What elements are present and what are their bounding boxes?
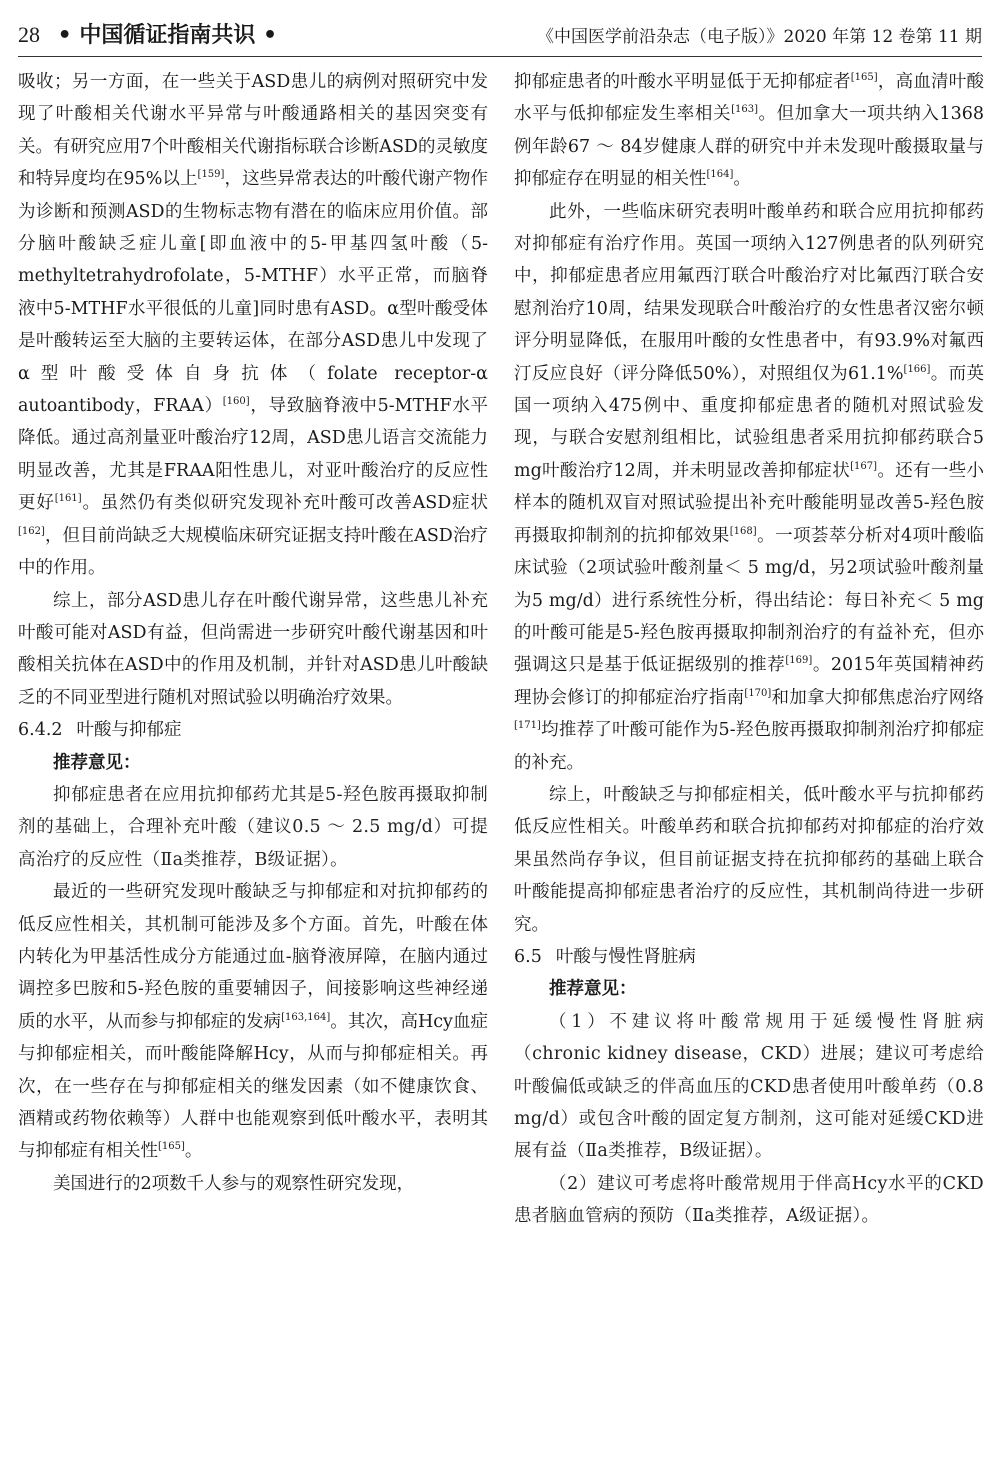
citation-ref: [162] [18,525,45,537]
paragraph: 吸收；另一方面，在一些关于ASD患儿的病例对照研究中发现了叶酸相关代谢水平异常与叶酸通路相关的基因突变有关。有研究应用7个叶酸相关代谢指标联合诊断ASD的灵敏度和特异度均在95%以上[159]，这些异常表达的叶酸代谢产物作为诊断和预测ASD的生物标志物有潜在的临床应用价值。部分脑叶酸缺乏症儿童[即血液中的5-甲基四氢叶酸（5-methyltetrahydrofolate，5-MTHF）水平正常，而脑脊液中5-MTHF水平很低的儿童]同时患有ASD。α型叶酸受体是叶酸转运至大脑的主要转运体，在部分ASD患儿中发现了α型叶酸受体自身抗体（folate receptor-α autoantibody，FRAA）[160]，导致脑脊液中5-MTHF水平降低。通过高剂量亚叶酸治疗12周，ASD患儿语言交流能力明显改善，尤其是FRAA阳性患儿，对亚叶酸治疗的反应性更好[161]。虽然仍有类似研究发现补充叶酸可改善ASD症状[162]，但目前尚缺乏大规模临床研究证据支持叶酸在ASD治疗中的作用。 [18,72,489,579]
citation-ref: [165] [850,72,878,84]
citation-ref: [161] [54,493,82,505]
section-number: 6.5 [514,946,542,967]
paragraph: 综上，叶酸缺乏与抑郁症相关，低叶酸水平与抗抑郁药低反应性相关。叶酸单药和联合抗抑郁药对抑郁症的治疗效果虽然尚存争议，但目前证据支持在抗抑郁药的基础上联合叶酸能提高抑郁症患者治疗的反应性，其机制尚待进一步研究。 [514,784,984,935]
section-title: 叶酸与抑郁症 [76,720,182,741]
recommendation-item: （2）建议可考虑将叶酸常规用于伴高Hcy水平的CKD患者脑血管病的预防（Ⅱa类推荐，A级证据）。 [514,1173,984,1227]
header-rule [18,56,982,57]
paragraph: 美国进行的2项数千人参与的观察性研究发现， [53,1173,415,1194]
citation-ref: [171] [514,720,541,732]
page-header [18,14,982,58]
citation-ref: [163] [731,104,758,116]
section-banner: • 中国循证指南共识 • [57,23,278,48]
citation-ref: [163,164] [281,1011,331,1023]
paragraph: 此外，一些临床研究表明叶酸单药和联合应用抗抑郁药对抑郁症有治疗作用。英国一项纳入127例患者的队列研究中，抑郁症患者应用氟西汀联合叶酸治疗对比氟西汀联合安慰剂治疗10周，结果发现联合叶酸治疗的女性患者汉密尔顿评分明显降低，在服用叶酸的女性患者中，有93.9%对氟西汀反应良好（评分降低50%），对照组仅为61.1%[166]。而英国一项纳入475例中、重度抑郁症患者的随机对照试验发现，与联合安慰剂组相比，试验组患者采用抗抑郁药联合5 mg叶酸治疗12周，并未明显改善抑郁症状[167]。还有一些小样本的随机双盲对照试验提出补充叶酸能明显改善5-羟色胺再摄取抑制剂的抗抑郁效果[168]。一项荟萃分析对4项叶酸临床试验（2项试验叶酸剂量＜ 5 mg/d，另2项试验叶酸剂量为5 mg/d）进行系统性分析，得出结论：每日补充＜ 5 mg的叶酸可能是5-羟色胺再摄取抑制剂治疗的有益补充，但亦强调这只是基于低证据级别的推荐[169]。2015年英国精神药理协会修订的抑郁症治疗指南[170]和加拿大抑郁焦虑治疗网络[171]均推荐了叶酸可能作为5-羟色胺再摄取抑制剂治疗抑郁症的补充。 [514,201,985,773]
citation-ref: [169] [785,655,813,667]
recommendation-label: 推荐意见： [549,979,637,1000]
recommendation-item: （1）不建议将叶酸常规用于延缓慢性肾脏病（chronic kidney disease，CKD）进展；建议可考虑给叶酸偏低或缺乏的伴高血压的CKD患者使用叶酸单药（0.8 mg/d）或包含叶酸的固定复方制剂，这可能对延缓CKD进展有益（Ⅱa类推荐，B级证据）。 [514,1011,984,1162]
section-title: 叶酸与慢性肾脏病 [555,946,696,967]
citation-ref: [167] [850,461,877,473]
paragraph: 最近的一些研究发现叶酸缺乏与抑郁症和对抗抑郁药的低反应性相关，其机制可能涉及多个方面。首先，叶酸在体内转化为甲基活性成分方能通过血-脑脊液屏障，在脑内通过调控多巴胺和5-羟色胺的重要辅因子，间接影响这些神经递质的水平，从而参与抑郁症的发病[163,164]。其次，高Hcy血症与抑郁症相关，而叶酸能降解Hcy，从而与抑郁症相关。再次，在一些存在与抑郁症相关的继发因素（如不健康饮食、酒精或药物依赖等）人群中也能观察到低叶酸水平，表明其与抑郁症有相关性[165]。 [18,882,489,1162]
paragraph: 抑郁症患者的叶酸水平明显低于无抑郁症者[165]，高血清叶酸水平与低抑郁症发生率相关[163]。但加拿大一项共纳入1368例年龄67 ～ 84岁健康人群的研究中并未发现叶酸摄取量与抑郁症存在明显的相关性[164]。 [514,72,985,190]
citation-ref: [166] [903,363,931,375]
right-column [514,66,984,1233]
citation-ref: [160] [222,396,250,408]
page-number: 28 [18,22,40,47]
recommendation-text: 抑郁症患者在应用抗抑郁药尤其是5-羟色胺再摄取抑制剂的基础上，合理补充叶酸（建议0.5 ～ 2.5 mg/d）可提高治疗的反应性（Ⅱa类推荐，B级证据）。 [18,784,488,870]
citation-ref: [168] [729,525,757,537]
recommendation-label: 推荐意见： [53,752,141,773]
citation-ref: [165] [158,1141,185,1153]
section-heading [18,714,488,746]
journal-title: 《中国医学前沿杂志（电子版）》2020 年第 12 卷第 11 期 [536,27,982,47]
paragraph: 综上，部分ASD患儿存在叶酸代谢异常，这些患儿补充叶酸可能对ASD有益，但尚需进一步研究叶酸代谢基因和叶酸相关抗体在ASD中的作用及机制，并针对ASD患儿叶酸缺乏的不同亚型进行随机对照试验以明确治疗效果。 [18,590,488,708]
left-column [18,66,488,1200]
header-left [18,18,277,49]
section-number: 6.4.2 [18,720,63,741]
citation-ref: [164] [706,169,734,181]
section-heading [514,941,984,973]
citation-ref: [159] [197,169,225,181]
citation-ref: [170] [744,687,772,699]
